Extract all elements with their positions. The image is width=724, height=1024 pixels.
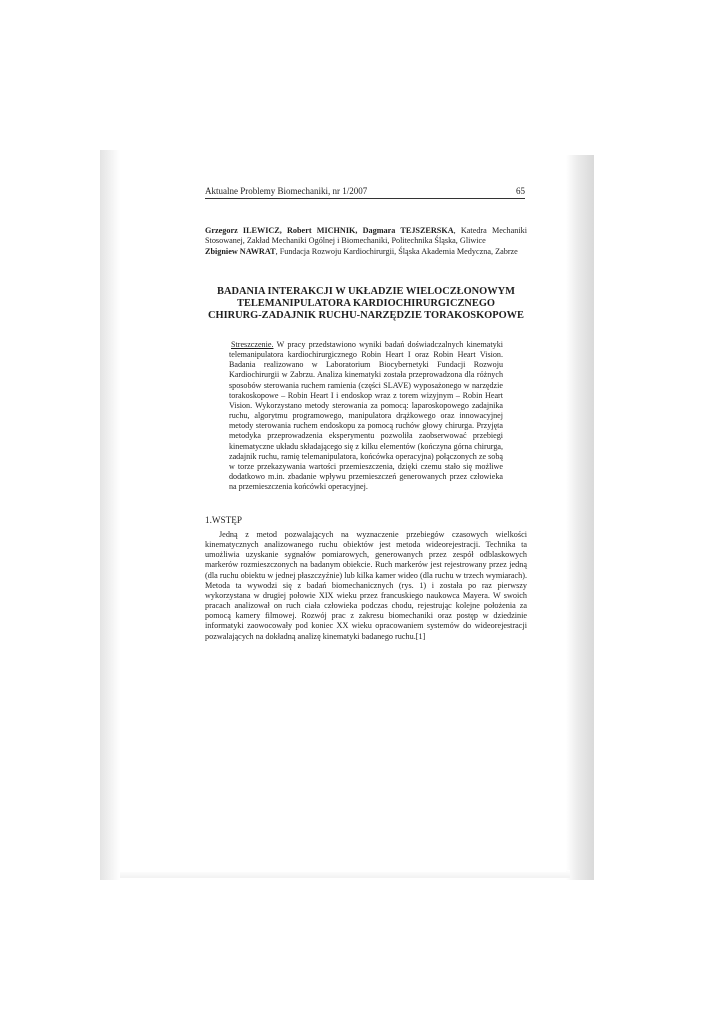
author-affiliation-1: , Katedra Mechaniki Stosowanej, Zakład Mechaniki Ogólnej i Biomechaniki, Politechnika Śląska, Gliwice [205,226,527,246]
author-block [205,226,527,257]
abstract [229,340,503,492]
running-header [205,186,525,199]
scan-edge-shadow-right [566,155,594,880]
journal-name: Aktualne Problemy Biomechaniki, nr 1/2007 [205,186,368,196]
title-line-2: TELEMANIPULATORA KARDIOCHIRURGICZNEGO [237,298,495,310]
author-affiliation-2: , Fundacja Rozwoju Kardiochirurgii, Śląska Akademia Medyczna, Zabrze [275,246,518,256]
abstract-label: Streszczenie. [231,340,274,349]
author-names-2: Zbigniew NAWRAT [205,246,276,256]
section-body [205,530,527,642]
page-number: 65 [516,186,525,196]
section-heading: 1.WSTĘP [205,515,243,525]
scanned-page [120,150,566,872]
scan-edge-shadow-left [100,150,120,880]
paper-title [205,286,527,323]
title-line-3: CHIRURG-ZADAJNIK RUCHU-NARZĘDZIE TORAKOSKOPOWE [208,310,524,322]
abstract-text: W pracy przedstawiono wyniki badań doświadczalnych kinematyki telemanipulatora kardiochirurgicznego Robin Heart I oraz Robin Heart Vision. Badania realizowano w Laboratorium Biocybernetyki Fundacji Rozwoju Kardiochirurgii w Zabrzu. Analiza kinematyki została przeprowadzona dla różnych sposobów sterowania ruchem ramienia (części SLAVE) wyposażonego w narzędzie torakoskopowe – Robin Heart I i endoskop wraz z torem wizyjnym – Robin Heart Vision. Wykorzystano metody sterowania za pomocą: laparoskopowego zadajnika ruchu, algorytmu programowego, manipulatora drążkowego oraz innowacyjnej metody sterowania ruchem endoskopu za pomocą ruchów głowy chirurga. Przyjęta metodyka przeprowadzenia eksperymentu pozwoliła zaobserwować przebiegi kinematyczne układu składającego się z kilku elementów (kończyna górna chirurga, zadajnik ruchu, ramię telemanipulatora, końcówka operacyjna) połączonych ze sobą w torze przekazywania wartości przemieszczenia, dzięki czemu stało się możliwe dodatkowo m.in. zbadanie wpływu przemieszczeń generowanych przez człowieka na przemieszczenia końcówki operacyjnej. [229,340,503,492]
title-line-1: BADANIA INTERAKCJI W UKŁADZIE WIELOCZŁONOWYM [217,286,515,297]
body-paragraph: Jedną z metod pozwalających na wyznaczenie przebiegów czasowych wielkości kinematycznych analizowanego ruchu obiektów jest metoda wideorejestracji. Technika ta umożliwia uzyskanie sygnałów pomiarowych, generowanych przez zespół odblaskowych markerów rozmieszczonych na badanym obiekcie. Ruch markerów jest rejestrowany przez jedną (dla ruchu obiektu w jednej płaszczyźnie) lub kilka kamer wideo (dla ruchu w trzech wymiarach). Metoda ta wywodzi się z badań biomechanicznych (rys. 1) i została po raz pierwszy wykorzystana w drugiej połowie XIX wieku przez francuskiego naukowca Mayera. W swoich pracach analizował on ruch ciała człowieka podczas chodu, rejestrując kolejne położenia za pomocą kamery filmowej. Rozwój prac z zakresu biomechaniki oraz postęp w dziedzinie informatyki zaowocowały pod koniec XX wieku opracowaniem systemów do wideorejestracji pozwalających na dokładną analizę kinematyki badanego ruchu.[1] [205,530,527,641]
author-names-1: Grzegorz ILEWICZ, Robert MICHNIK, Dagmara TEJSZERSKA [205,226,454,235]
